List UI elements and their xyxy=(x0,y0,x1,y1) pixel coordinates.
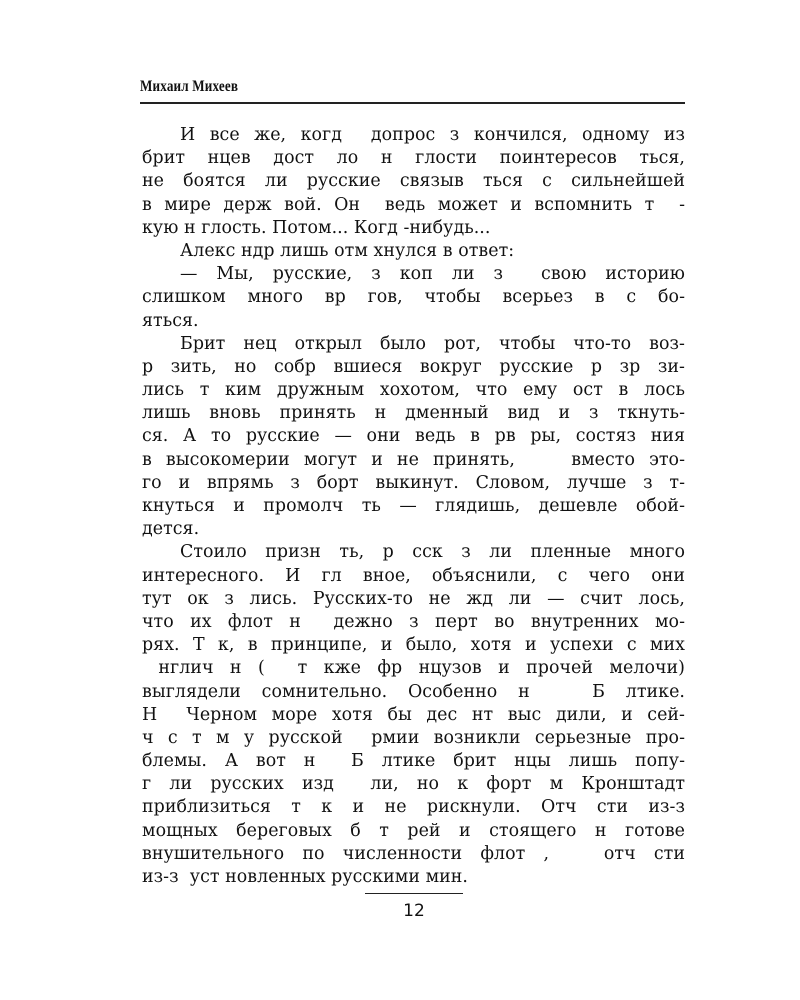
text-line: блемы. А вот н Б лтике брит нцы лишь попу- xyxy=(142,751,685,772)
text-line: выглядели сомнительно. Особенно н Б лтике. xyxy=(142,681,685,702)
text-line: брит нцев дост ло н глости поинтересов ться, xyxy=(142,148,685,169)
page-number: 12 xyxy=(403,901,425,921)
body-text xyxy=(142,124,685,889)
text-line: Н Черном море хотя бы дес нт выс дили, и сей- xyxy=(142,704,685,725)
header-rule xyxy=(140,102,685,104)
text-line: Алекс ндр лишь отм хнулся в ответ: xyxy=(180,240,515,261)
running-head xyxy=(140,78,685,102)
text-line: — Мы, русские, з коп ли з свою историю xyxy=(180,264,685,285)
text-line: приблизиться т к и не рискнули. Отч сти из-з xyxy=(142,797,685,818)
text-line: интересного. И гл вное, объяснили, с чего они xyxy=(142,565,685,586)
text-line: рях. Т к, в принципе, и было, хотя и успехи с мих xyxy=(142,635,685,656)
text-line: внушительного по численности флот , отч сти xyxy=(142,843,685,864)
text-line: мощных береговых б т рей и стоящего н готове xyxy=(142,820,685,841)
text-line: лись т ким дружным хохотом, что ему ост в лось xyxy=(142,380,685,401)
text-line: Стоило призн ть, р сск з ли пленные много xyxy=(180,542,685,563)
text-line: тут ок з лись. Русских-то не жд ли — счит лось, xyxy=(142,588,685,609)
author-name: Михаил Михеев xyxy=(140,78,239,95)
text-line: лишь вновь принять н дменный вид и з ткнуть- xyxy=(142,403,685,424)
text-line: кнуться и промолч ть — глядишь, дешевле обой- xyxy=(142,496,685,516)
text-line: нглич н ( т кже фр нцузов и прочей мелочи) xyxy=(142,658,685,679)
text-line: р зить, но собр вшиеся вокруг русские р зр зи- xyxy=(142,356,685,377)
text-line: яться. xyxy=(142,310,199,331)
text-line: И все же, когд допрос з кончился, одному из xyxy=(180,125,685,145)
text-line: не боятся ли русские связыв ться с сильнейшей xyxy=(142,171,685,192)
footer-rule xyxy=(365,893,463,894)
text-line: кую н глость. Потом... Когд -нибудь... xyxy=(142,217,491,238)
text-line: дется. xyxy=(142,519,200,540)
text-line: в высокомерии могут и не принять, вместо это- xyxy=(142,449,685,470)
text-line: из-з уст новленных русскими мин. xyxy=(142,867,469,887)
text-line: ч с т м у русской рмии возникли серьезные про- xyxy=(142,727,685,748)
text-line: го и впрямь з борт выкинут. Словом, лучше з т- xyxy=(142,472,685,493)
text-line: что их флот н дежно з перт во внутренних мо- xyxy=(142,611,685,632)
text-line: г ли русских изд ли, но к форт м Кронштадт xyxy=(142,774,685,795)
text-line: слишком много вр гов, чтобы всерьез в с бо- xyxy=(142,287,685,308)
text-line: в мире держ вой. Он ведь может и вспомнить т - xyxy=(142,194,685,215)
text-line: Брит нец открыл было рот, чтобы что-то воз- xyxy=(180,333,685,354)
text-line: ся. А то русские — они ведь в рв ры, состяз ния xyxy=(142,426,685,447)
